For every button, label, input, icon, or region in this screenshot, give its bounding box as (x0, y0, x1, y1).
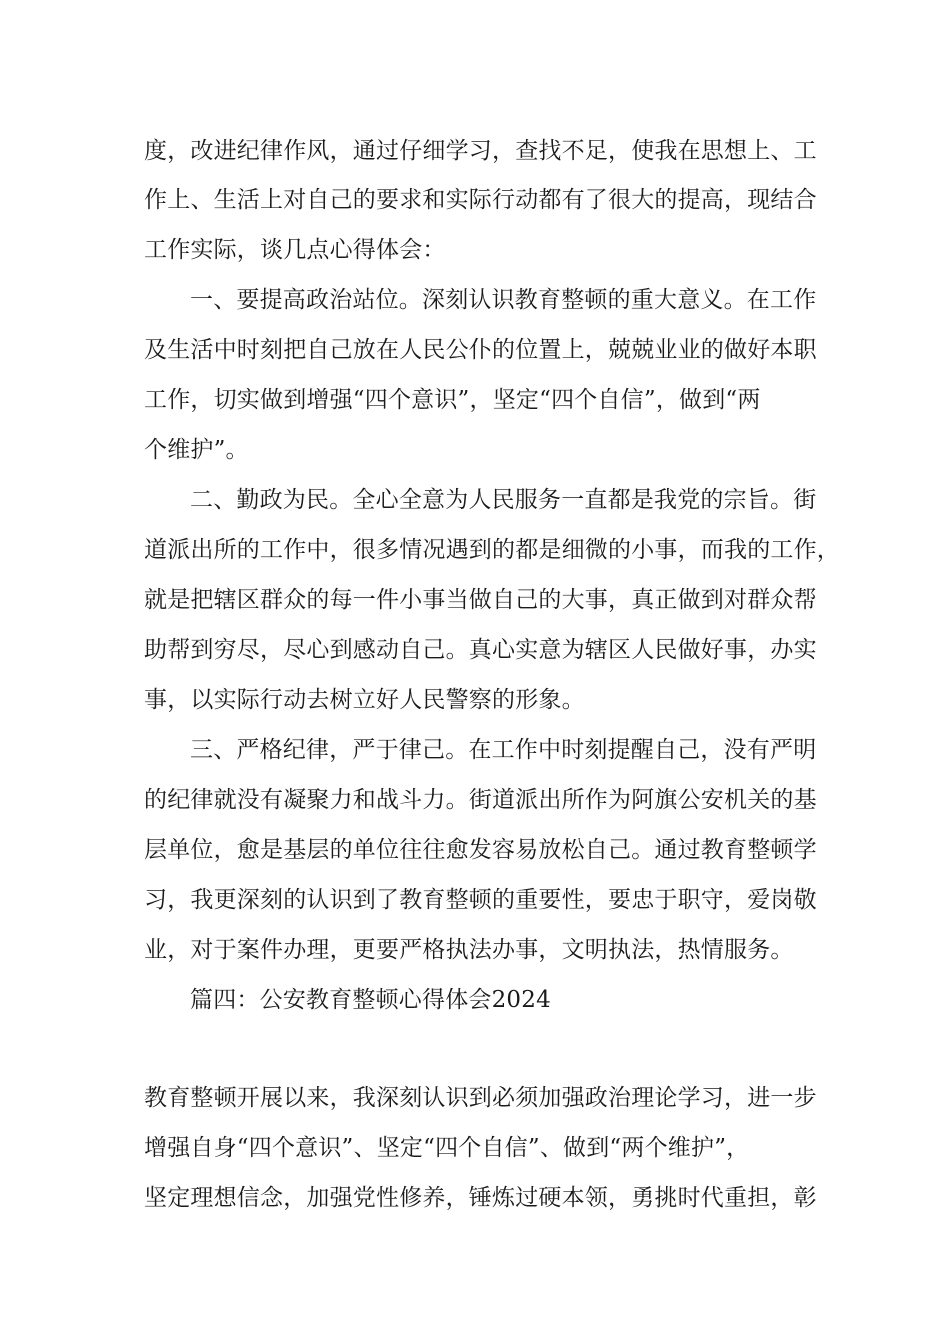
text-line: 就是把辖区群众的每一件小事当做自己的大事，真正做到对群众帮 (144, 587, 817, 613)
paragraph-start-line: 三、严格纪律，严于律己。在工作中时刻提醒自己，没有严明 (190, 737, 817, 763)
section-heading: 篇四：公安教育整顿心得体会2024 (190, 987, 551, 1013)
text-line: 增强自身“四个意识”、坚定“四个自信”、做到“两个维护”， (144, 1135, 750, 1161)
text-line: 道派出所的工作中，很多情况遇到的都是细微的小事，而我的工作， (144, 537, 840, 563)
text-line: 习，我更深刻的认识到了教育整顿的重要性，要忠于职守，爱岗敬 (144, 887, 817, 913)
text-line: 度，改进纪律作风，通过仔细学习，查找不足，使我在思想上、工 (144, 138, 817, 164)
text-line: 工作，切实做到增强“四个意识”，坚定“四个自信”，做到“两 (144, 387, 761, 413)
text-line: 层单位，愈是基层的单位往往愈发容易放松自己。通过教育整顿学 (144, 837, 817, 863)
text-line: 工作实际，谈几点心得体会： (144, 237, 446, 263)
text-line: 作上、生活上对自己的要求和实际行动都有了很大的提高，现结合 (144, 187, 817, 213)
paragraph-start-line: 二、勤政为民。全心全意为人民服务一直都是我党的宗旨。街 (190, 487, 817, 513)
text-line: 教育整顿开展以来，我深刻认识到必须加强政治理论学习，进一步 (144, 1085, 817, 1111)
text-line: 坚定理想信念，加强党性修养，锤炼过硬本领，勇挑时代重担，彰 (144, 1185, 817, 1211)
paragraph-start-line: 一、要提高政治站位。深刻认识教育整顿的重大意义。在工作 (190, 287, 817, 313)
text-line: 个维护”。 (144, 437, 249, 463)
text-line: 事，以实际行动去树立好人民警察的形象。 (144, 687, 585, 713)
text-line: 及生活中时刻把自己放在人民公仆的位置上，兢兢业业的做好本职 (144, 337, 817, 363)
text-line: 助帮到穷尽，尽心到感动自己。真心实意为辖区人民做好事，办实 (144, 637, 817, 663)
text-line: 业，对于案件办理，更要严格执法办事，文明执法，热情服务。 (144, 937, 794, 963)
text-line: 的纪律就没有凝聚力和战斗力。街道派出所作为阿旗公安机关的基 (144, 787, 817, 813)
